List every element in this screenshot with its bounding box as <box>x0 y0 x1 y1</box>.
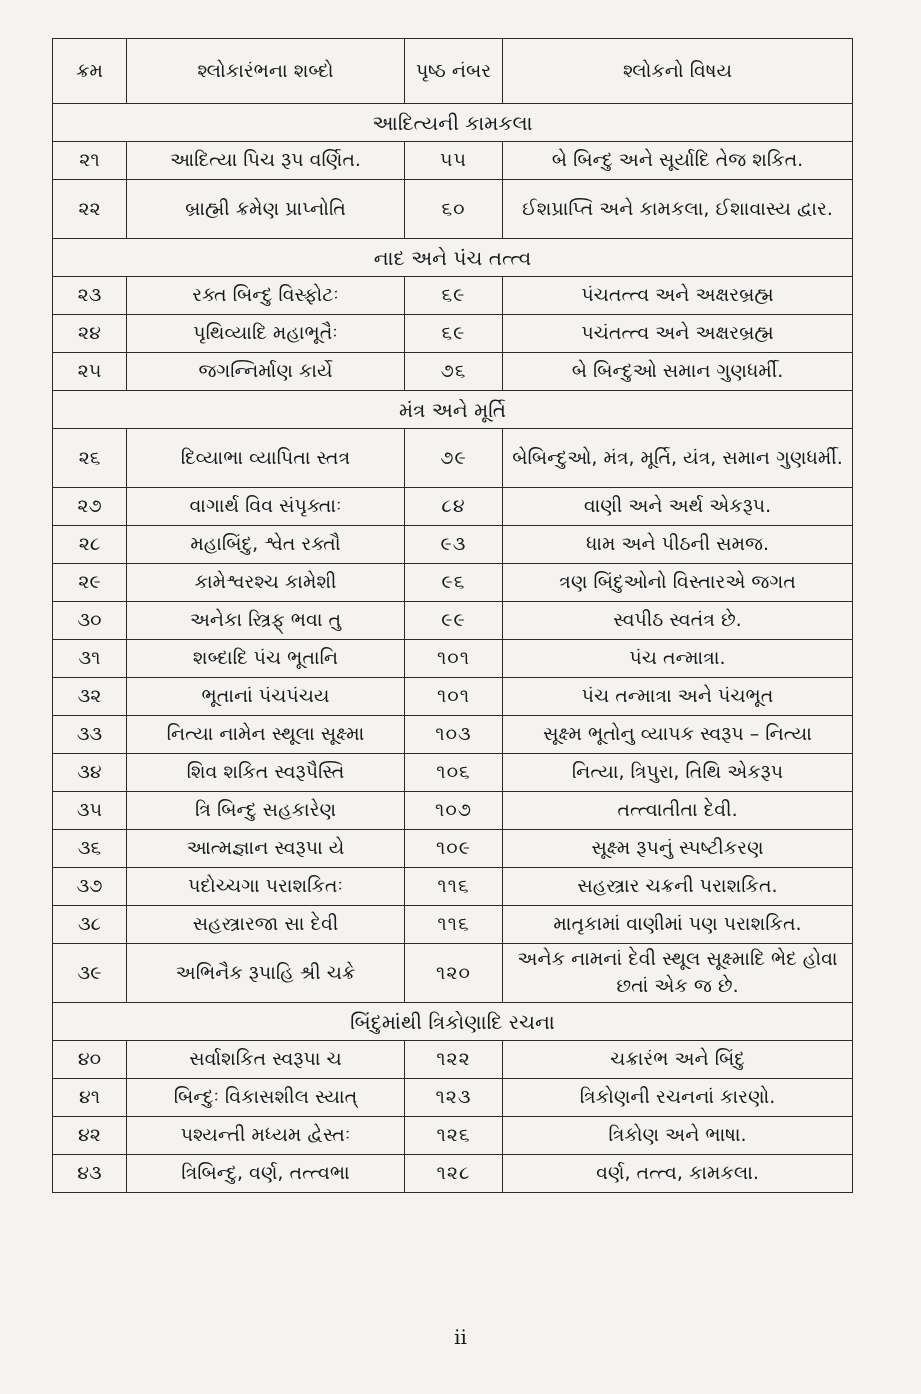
verse-subject: સૂક્ષ્મ રૂપનું સ્પષ્ટીકરણ <box>503 830 853 868</box>
verse-subject: સ્વપીઠ સ્વતંત્ર છે. <box>503 602 853 640</box>
verse-opening: બ્રાહ્મી ક્રમેણ પ્રાપ્નોતિ <box>127 180 405 239</box>
row-number: ૩૪ <box>53 754 127 792</box>
verse-opening: સહસ્ત્રારજા સા દેવી <box>127 906 405 944</box>
page-number: ii <box>454 1325 467 1349</box>
table-row <box>53 277 853 315</box>
page-number-cell: ૧૨૬ <box>405 1117 503 1155</box>
verse-opening: સર્વાશકિત સ્વરૂપા ચ <box>127 1041 405 1079</box>
page-number-cell: ૧૨૮ <box>405 1155 503 1193</box>
table-body <box>53 104 853 1193</box>
page-number-cell: ૧૨૨ <box>405 1041 503 1079</box>
verse-opening: અભિનૈક રૂપાહિ શ્રી ચક્રે <box>127 944 405 1003</box>
table-row <box>53 315 853 353</box>
page-number-cell: ૧૦૧ <box>405 678 503 716</box>
verse-opening: પૃથિવ્યાદિ મહાભૂતૈઃ <box>127 315 405 353</box>
page-number-cell: ૮૪ <box>405 488 503 526</box>
verse-subject: ત્રિકોણની રચનનાં કારણો. <box>503 1079 853 1117</box>
row-number: ૨૧ <box>53 142 127 180</box>
page-number-cell: ૧૦૩ <box>405 716 503 754</box>
row-number: ૨૯ <box>53 564 127 602</box>
page-number-cell: ૧૦૭ <box>405 792 503 830</box>
verse-opening: ત્રિ બિન્દુ સહકારેણ <box>127 792 405 830</box>
section-heading-row <box>53 391 853 429</box>
section-title: મંત્ર અને મૂર્તિ <box>53 391 853 429</box>
verse-opening: કામેશ્વરશ્ચ કામેશી <box>127 564 405 602</box>
verse-opening: મહાબિંદુ, શ્વેત રક્તૌ <box>127 526 405 564</box>
section-title: નાદ અને પંચ તત્ત્વ <box>53 239 853 277</box>
page-number-cell: ૬૦ <box>405 180 503 239</box>
table-row <box>53 180 853 239</box>
table-row <box>53 754 853 792</box>
verse-subject: બે બિન્દુ અને સૂર્યાદિ તેજ શકિત. <box>503 142 853 180</box>
verse-subject: પચંતત્ત્વ અને અક્ષરબ્રહ્મ <box>503 315 853 353</box>
table-row <box>53 1079 853 1117</box>
page-number-cell: ૧૧૬ <box>405 906 503 944</box>
verse-subject: અનેક નામનાં દેવી સ્થૂલ સૂક્ષ્માદિ ભેદ હોવા છતાં એક જ છે. <box>503 944 853 1003</box>
row-number: ૨૬ <box>53 429 127 488</box>
table-row <box>53 944 853 1003</box>
verse-subject: ઈશપ્રાપ્તિ અને કામકલા, ઈશાવાસ્ય દ્વાર. <box>503 180 853 239</box>
row-number: ૨૪ <box>53 315 127 353</box>
verse-opening: શિવ શકિત સ્વરૂપૈસ્તિ <box>127 754 405 792</box>
contents-table <box>52 38 853 1193</box>
row-number: ૨૩ <box>53 277 127 315</box>
table-row <box>53 716 853 754</box>
header-page: પૃષ્ઠ નંબર <box>405 39 503 104</box>
table-row <box>53 488 853 526</box>
row-number: ૩૩ <box>53 716 127 754</box>
table-row <box>53 792 853 830</box>
page-number-cell: ૧૦૧ <box>405 640 503 678</box>
row-number: ૩૮ <box>53 906 127 944</box>
verse-opening: અનેકા સ્ત્રિફ્ ભવા તુ <box>127 602 405 640</box>
row-number: ૪૧ <box>53 1079 127 1117</box>
page-number-cell: ૯૩ <box>405 526 503 564</box>
table-row <box>53 526 853 564</box>
page-number-cell: ૬૯ <box>405 315 503 353</box>
verse-opening: ભૂતાનાં પંચપંચય <box>127 678 405 716</box>
verse-subject: સૂક્ષ્મ ભૂતોનુ વ્યાપક સ્વરૂપ – નિત્યા <box>503 716 853 754</box>
page-number-cell: ૧૧૬ <box>405 868 503 906</box>
verse-subject: નિત્યા, ત્રિપુરા, તિથિ એકરૂપ <box>503 754 853 792</box>
row-number: ૪૨ <box>53 1117 127 1155</box>
verse-opening: ત્રિબિન્દુ, વર્ણ, તત્ત્વભા <box>127 1155 405 1193</box>
section-title: બિંદુમાંથી ત્રિકોણાદિ રચના <box>53 1003 853 1041</box>
row-number: ૩૯ <box>53 944 127 1003</box>
page-number-cell: ૯૬ <box>405 564 503 602</box>
table-row <box>53 564 853 602</box>
table-row <box>53 678 853 716</box>
table-row <box>53 830 853 868</box>
verse-subject: બે બિન્દુઓ સમાન ગુણધર્મી. <box>503 353 853 391</box>
table-row <box>53 353 853 391</box>
table-row <box>53 429 853 488</box>
page-number-cell: ૧૦૬ <box>405 754 503 792</box>
row-number: ૩૧ <box>53 640 127 678</box>
verse-opening: આત્મજ્ઞાન સ્વરૂપા યે <box>127 830 405 868</box>
verse-subject: પંચ તન્માત્રા અને પંચભૂત <box>503 678 853 716</box>
verse-opening: પદોચ્ચગા પરાશકિતઃ <box>127 868 405 906</box>
verse-opening: રક્ત બિન્દુ વિસ્ફોટઃ <box>127 277 405 315</box>
verse-opening: બિન્દુઃ વિકાસશીલ સ્યાત્ <box>127 1079 405 1117</box>
verse-subject: ત્રણ બિંદુઓનો વિસ્તારએ જગત <box>503 564 853 602</box>
verse-opening: નિત્યા નામેન સ્થૂલા સૂક્ષ્મા <box>127 716 405 754</box>
row-number: ૩૬ <box>53 830 127 868</box>
row-number: ૩૭ <box>53 868 127 906</box>
page-number-cell: ૧૨૩ <box>405 1079 503 1117</box>
verse-subject: બેબિન્દુઓ, મંત્ર, મૂર્તિ, યંત્ર, સમાન ગુણધર્મી. <box>503 429 853 488</box>
verse-subject: વાણી અને અર્થ એકરૂપ. <box>503 488 853 526</box>
row-number: ૪૩ <box>53 1155 127 1193</box>
table-row <box>53 602 853 640</box>
table-row <box>53 868 853 906</box>
page-number-cell: ૭૯ <box>405 429 503 488</box>
verse-subject: ચક્રારંભ અને બિંદુ <box>503 1041 853 1079</box>
page-number-cell: ૧૦૯ <box>405 830 503 868</box>
header-subject: શ્લોકનો વિષય <box>503 39 853 104</box>
verse-opening: વાગાર્થ વિવ સંપૃક્તાઃ <box>127 488 405 526</box>
header-verse: શ્લોકારંભના શબ્દો <box>127 39 405 104</box>
row-number: ૨૭ <box>53 488 127 526</box>
page-number-cell: ૯૯ <box>405 602 503 640</box>
verse-opening: આદિત્યા પિચ રૂપ વર્ણિત. <box>127 142 405 180</box>
row-number: ૨૨ <box>53 180 127 239</box>
row-number: ૪૦ <box>53 1041 127 1079</box>
table-header-row <box>53 39 853 104</box>
section-heading-row <box>53 104 853 142</box>
verse-opening: પશ્યન્તી મધ્યમ દ્વેસ્તઃ <box>127 1117 405 1155</box>
verse-opening: દિવ્યાભા વ્યાપિતા સ્તત્ર <box>127 429 405 488</box>
row-number: ૨૮ <box>53 526 127 564</box>
header-num: ક્રમ <box>53 39 127 104</box>
page-number-cell: ૫૫ <box>405 142 503 180</box>
verse-subject: માતૃકામાં વાણીમાં પણ પરાશકિત. <box>503 906 853 944</box>
table-row <box>53 1155 853 1193</box>
verse-opening: જગન્નિર્માણ કાર્યે <box>127 353 405 391</box>
verse-subject: ધામ અને પીઠની સમજ. <box>503 526 853 564</box>
table-row <box>53 906 853 944</box>
table-row <box>53 1041 853 1079</box>
verse-subject: પંચ તન્માત્રા. <box>503 640 853 678</box>
page-number-cell: ૧૨૦ <box>405 944 503 1003</box>
section-title: આદિત્યની કામકલા <box>53 104 853 142</box>
section-heading-row <box>53 1003 853 1041</box>
verse-subject: ત્રિકોણ અને ભાષા. <box>503 1117 853 1155</box>
row-number: ૩૨ <box>53 678 127 716</box>
verse-subject: વર્ણ, તત્ત્વ, કામકલા. <box>503 1155 853 1193</box>
table-row <box>53 142 853 180</box>
verse-subject: પંચતત્ત્વ અને અક્ષરબ્રહ્મ <box>503 277 853 315</box>
row-number: ૨૫ <box>53 353 127 391</box>
row-number: ૩૦ <box>53 602 127 640</box>
verse-subject: તત્ત્વાતીતા દેવી. <box>503 792 853 830</box>
page-number-cell: ૭૬ <box>405 353 503 391</box>
page-number-cell: ૬૯ <box>405 277 503 315</box>
verse-subject: સહસ્ત્રાર ચક્રની પરાશકિત. <box>503 868 853 906</box>
table-row <box>53 1117 853 1155</box>
table-row <box>53 640 853 678</box>
section-heading-row <box>53 239 853 277</box>
verse-opening: શબ્દાદિ પંચ ભૂતાનિ <box>127 640 405 678</box>
row-number: ૩૫ <box>53 792 127 830</box>
